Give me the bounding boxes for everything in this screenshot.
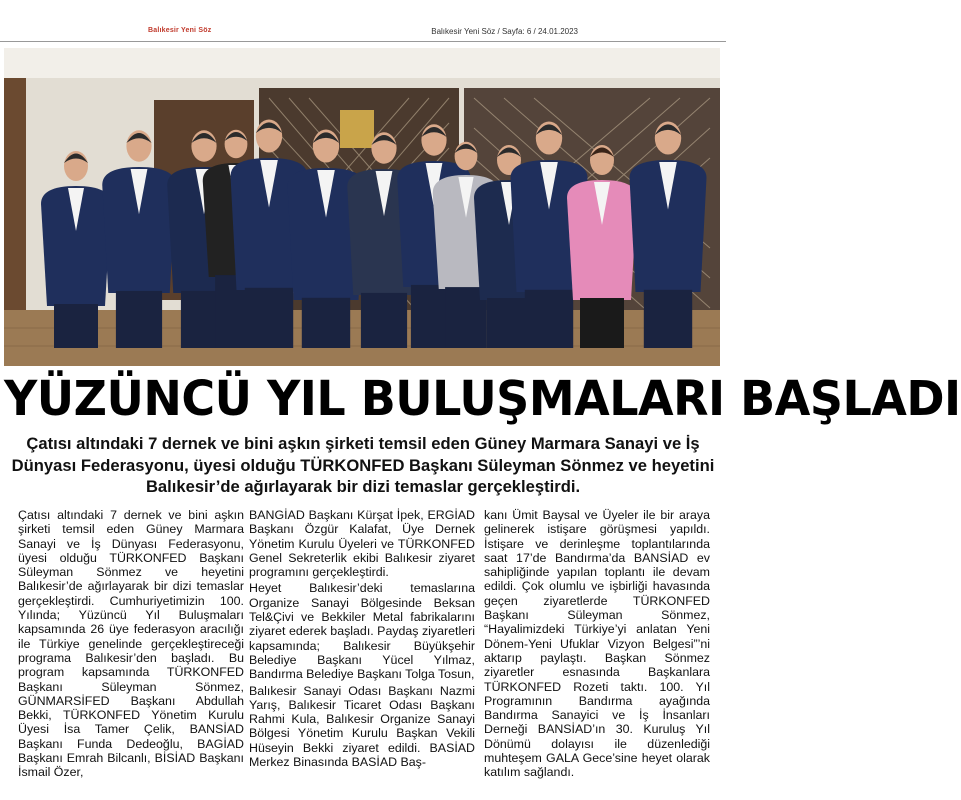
article-paragraph: Balıkesir Sanayi Odası Başkanı Nazmi Yarış, Balıkesir Ticaret Odası Başkanı Rahmi Kula, Balıkesir Organize Sanayi Bölgesi Yönetim Kurulu Başkan Vekili Hüseyin Bekki ziyaret edildi. BASİAD Merkez Binasında BASİAD Baş- <box>249 683 475 770</box>
article-paragraph: Heyet Balıkesir’deki temaslarına Organize Sanayi Bölgesinde Beksan Tel&Çivi ve Bekkiler Metal fabrikalarını ziyaret ederek başladı. Paydaş ziyaretleri kapsamında; Balıkesir Büyükşehir Belediye Başkanı Yücel Yılmaz, Bandırma Belediye Başkanı Tolga Tosun, <box>249 581 475 682</box>
group-photo-people <box>4 48 720 366</box>
article-lead: Çatısı altındaki 7 dernek ve bini aşkın şirketi temsil eden Güney Marmara Sanayi ve İş Dünyası Federasyonu, üyesi olduğu TÜRKONFED Başkanı Süleyman Sönmez ve heyetini Balıkesir’de ağırlayarak bir dizi temaslar gerçekleştirdi. <box>11 434 715 496</box>
article-headline: YÜZÜNCÜ YIL BULUŞMALARI BAŞLADI <box>4 369 961 427</box>
header-divider <box>0 41 726 42</box>
article-column-1 <box>18 508 244 780</box>
group-photo <box>4 48 720 366</box>
article-paragraph: Çatısı altındaki 7 dernek ve bini aşkın şirketi temsil eden Güney Marmara Sanayi ve İş Dünyası Federasyonu, üyesi olduğu TÜRKONFED Başkanı Süleyman Sönmez ve heyetini Balıkesir’de ağırlayarak bir dizi temaslar gerçekleştirdi. Cumhuriyetimizin 100. Yılında; Yüzüncü Yıl Buluşmaları kapsamında 26 üye federasyon aracılığı ile Türkiye genelinde gerçekleştireceği programa Balıkesir’den başladı. Bu program kapsamında TÜRKONFED Başkanı Süleyman Sönmez, GÜNMARSİFED Başkanı Abdullah Bekki, TÜRKONFED Yönetim Kurulu Üyesi İsa Tamer Çelik, BANSİAD Başkanı Funda Dedeoğlu, BAGİAD Başkanı Emrah Bilcanlı, BİSİAD Başkanı İsmail Özer, <box>18 508 244 780</box>
person-figure <box>630 122 707 349</box>
article-body <box>8 508 718 800</box>
article-column-2 <box>249 508 475 769</box>
page-header <box>0 0 726 44</box>
person-figure <box>41 151 111 348</box>
page-info: Balıkesir Yeni Söz / Sayfa: 6 / 24.01.2023 <box>431 27 578 36</box>
article-column-3 <box>484 508 710 780</box>
article-paragraph: kanı Ümit Baysal ve Üyeler ile bir araya gelinerek istişare görüşmesi yapıldı. İstişare ve derinleşme toplantılarında saat 17’de Bandırma’da BANSİAD ev sahipliğinde yapılan toplantı ile devam edildi. Çok olumlu ve işbirliği havasında geçen ziyaretlerde TÜRKONFED Başkanı Süleyman Sönmez, “Hayalimizdeki Türkiye’yi anlatan Yeni Dönem-Yeni Ufuklar Vizyon Belgesi”’ni aktarıp paylaştı. Başkan Sönmez ziyaretler esnasında Başkanlara TÜRKONFED Rozeti taktı. 100. Yıl Programının Bandırma ayağında Bandırma Sanayici ve İş İnsanları Derneği BANSİAD’ın 30. Kuruluş Yıl Dönümü dolayısı ile düzenlediği muhteşem GALA Gece’sine heyet olarak katılım sağlandı. <box>484 508 710 780</box>
publication-logo: Balıkesir Yeni Söz <box>148 27 212 34</box>
article-paragraph: BANGİAD Başkanı Kürşat İpek, ERGİAD Başkanı Özgür Kalafat, Üye Dernek Yönetim Kurulu Üyeleri ve TÜRKONFED Genel Sekreterlik ekibi Balıkesir ziyaret programını gerçekleştirdi. <box>249 508 475 580</box>
person-figure <box>102 130 176 348</box>
